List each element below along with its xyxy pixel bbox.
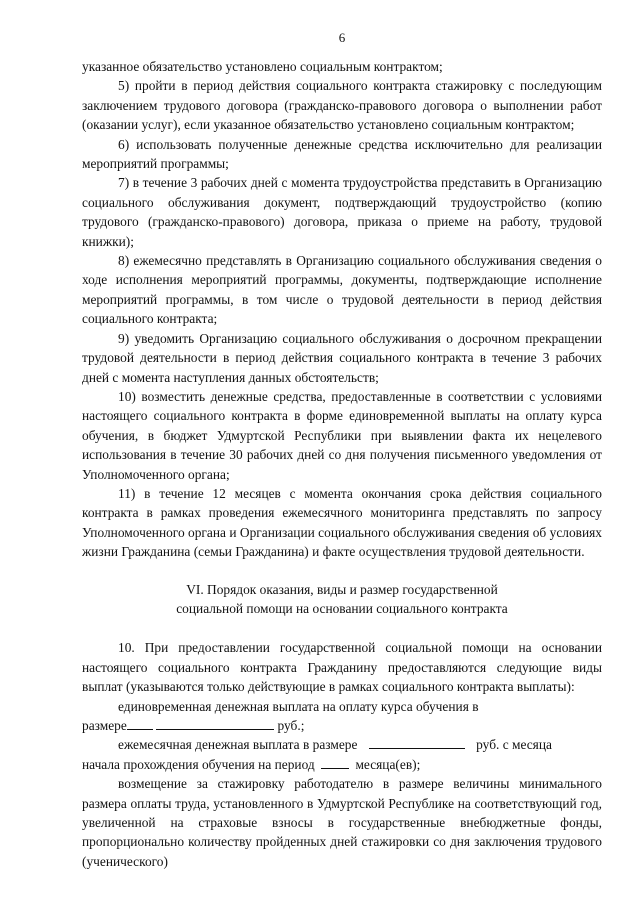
paragraph-item-10: 10) возместить денежные средства, предоставленные в соответствии с условиями настоящего социального контракта в форме единовременной выплаты на оплату курса обучения, в бюджет Удмуртской Республики при выявлении факта их нецелевого использования в течение 30 рабочих дней со дня получения письменного уведомления от Уполномоченного органа;	[82, 388, 602, 482]
page-number: 6	[338, 30, 346, 45]
payment-monthly-line-1	[82, 735, 602, 754]
monthly-period-blank	[321, 756, 349, 769]
paragraph-obligation-end: указанное обязательство установлено социальным контрактом;	[82, 59, 443, 74]
paragraph-item-6: 6) использовать полученные денежные средства исключительно для реализации мероприятий программы;	[82, 136, 602, 172]
payment-lump-sum-line-2	[82, 716, 602, 735]
paragraph-item-9: 9) уведомить Организацию социального обслуживания о досрочном прекращении трудовой деятельности в период действия социального контракта в течение 3 рабочих дней с момента наступления данных обстоятельств;	[82, 330, 602, 385]
paragraph-item-11: 11) в течение 12 месяцев с момента окончания срока действия социального контракта в рамках проведения ежемесячного мониторинга представлять по запросу Уполномоченного органа и Организации социального обслуживания сведения об условиях жизни Гражданина (семьи Гражданина) и факте осуществления трудовой деятельности.	[82, 485, 602, 560]
payment-monthly-period-suffix: месяца(ев);	[355, 756, 421, 772]
paragraph-item-8: 8) ежемесячно представлять в Организацию социального обслуживания сведения о ходе исполнения мероприятий программы, документы, подтверждающие исполнение мероприятий программы, в том числе о трудовой деятельности в период действия социального контракта;	[82, 253, 602, 327]
section-heading-line-2: социальной помощи на основании социального контракта	[176, 600, 508, 616]
lump-sum-amount-blank-2	[156, 717, 274, 730]
payment-lump-sum-prefix: размере	[82, 718, 127, 733]
paragraph-item-7: 7) в течение 3 рабочих дней с момента трудоустройства представить в Организацию социального обслуживания документ, подтверждающий трудоустройство (копию трудового (гражданско-правового) договора, приказа о приеме на работу, трудовой книжки);	[82, 175, 602, 249]
clause-10: 10. При предоставлении государственной социальной помощи на основании настоящего социального контракта Гражданину предоставляются следующие виды выплат (указываются только действующие в рамках социального контракта выплаты):	[82, 640, 602, 695]
payment-monthly-suffix: руб. с месяца	[476, 737, 552, 753]
payment-internship: возмещение за стажировку работодателю в размере величины минимального размера оплаты труда, установленного в Удмуртской Республике на соответствующий год, увеличенной на страховые взносы в государственные внебюджетные фонды, пропорционально количеству пройденных дней стажировки со дня заключения трудового (ученического)	[82, 776, 602, 869]
document-body	[82, 57, 602, 871]
document-page	[82, 0, 602, 905]
payment-lump-sum-line-1: единовременная денежная выплата на оплату курса обучения в	[118, 698, 479, 714]
payment-lump-sum-suffix: руб.;	[277, 718, 305, 733]
lump-sum-amount-blank-1	[127, 717, 153, 730]
payment-monthly-line-2	[82, 755, 602, 774]
paragraph-item-5: 5) пройти в период действия социального контракта стажировку с последующим заключением трудового договора (гражданско-правового договора о выполнении работ (оказании услуг), если указанное обязательство установлено социальным контрактом;	[82, 78, 602, 133]
payment-monthly-prefix: ежемесячная денежная выплата в размере	[118, 737, 358, 753]
section-heading	[82, 580, 602, 619]
monthly-amount-blank	[369, 736, 465, 749]
section-heading-line-1: VI. Порядок оказания, виды и размер государственной	[186, 581, 498, 597]
payment-monthly-period-prefix: начала прохождения обучения на период	[82, 756, 315, 772]
